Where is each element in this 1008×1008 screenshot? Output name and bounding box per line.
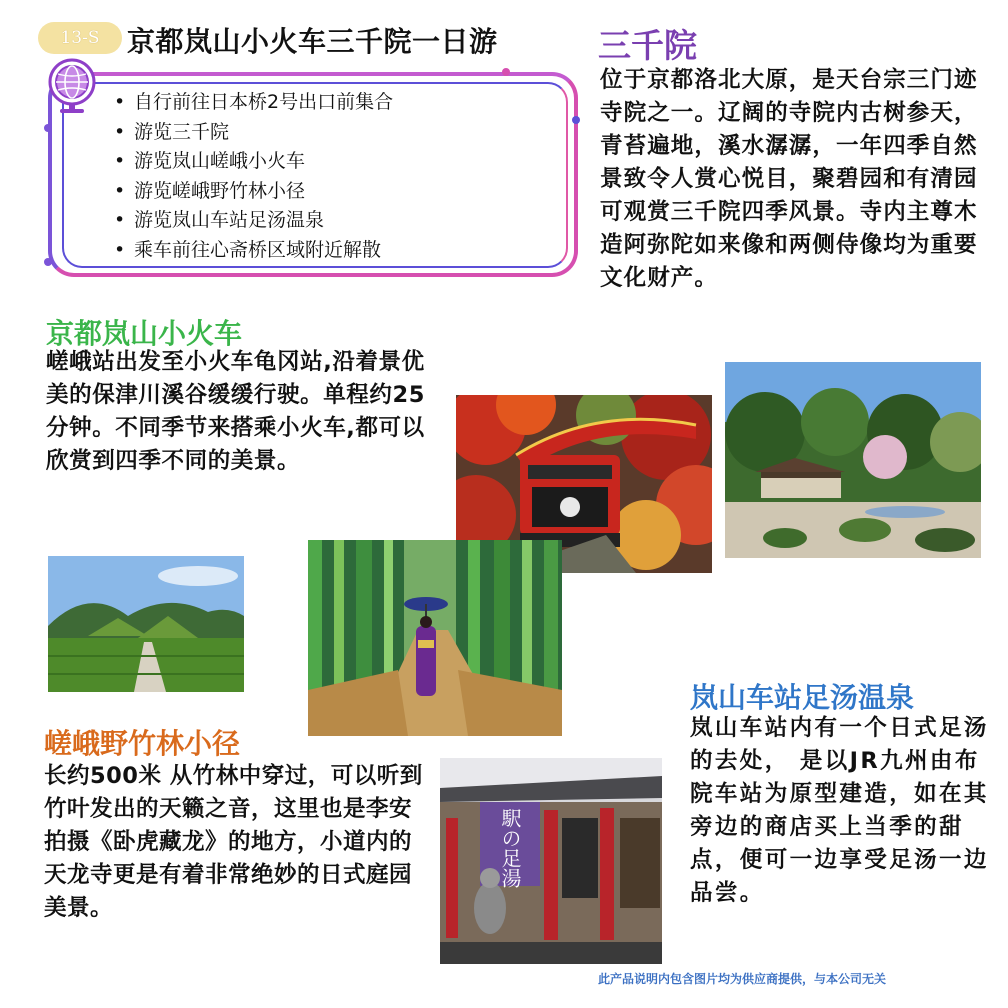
onsen-description: 岚山车站内有一个日式足汤的去处， 是以JR九州由布院车站为原型建造，如在其旁边的商店买上当季的甜点，便可一边享受足汤一边品尝。 bbox=[690, 715, 989, 906]
itinerary-item: • 游览三千院 bbox=[108, 118, 393, 148]
itinerary-item: • 乘车前往心斋桥区域附近解散 bbox=[108, 236, 393, 266]
disclaimer: 此产品说明内包含图片均为供应商提供，与本公司无关 bbox=[598, 972, 887, 986]
itinerary-list bbox=[108, 88, 393, 265]
field-photo bbox=[48, 556, 244, 692]
frame-dot-left-bottom bbox=[44, 258, 52, 266]
onsen-title: 岚山车站足汤温泉 bbox=[690, 681, 915, 714]
sanzen-description: 位于京都洛北大原，是天台宗三门迹寺院之一。辽阔的寺院内古树参天，青苔遍地，溪水潺潺，一年四季自然景致令人赏心悦目，聚碧园和有清园可观赏三千院四季风景。寺内主尊木造阿弥陀如来像和两侧侍像均为重要文化财产。 bbox=[600, 67, 978, 291]
station-sign-text: 駅の足湯 bbox=[498, 808, 522, 888]
product-code-badge: 13-S bbox=[38, 22, 122, 54]
page-title: 京都岚山小火车三千院一日游 bbox=[127, 25, 498, 58]
train-title: 京都岚山小火车 bbox=[46, 317, 243, 350]
bamboo-title: 嵯峨野竹林小径 bbox=[44, 727, 241, 760]
sanzen-garden-photo bbox=[725, 362, 981, 558]
train-description: 嵯峨站出发至小火车龟冈站,沿着景优美的保津川溪谷缓缓行驶。单程约25分钟。不同季节来搭乘小火车,都可以欣赏到四季不同的美景。 bbox=[46, 349, 426, 474]
itinerary-item: • 自行前往日本桥2号出口前集合 bbox=[108, 88, 393, 118]
sanzen-title: 三千院 bbox=[598, 26, 697, 65]
bamboo-photo bbox=[308, 540, 562, 736]
station-photo bbox=[440, 758, 662, 964]
itinerary-item: • 游览嵯峨野竹林小径 bbox=[108, 177, 393, 207]
frame-dot-left-top bbox=[44, 124, 52, 132]
frame-dot-right bbox=[572, 116, 580, 124]
itinerary-item: • 游览岚山车站足汤温泉 bbox=[108, 206, 393, 236]
itinerary-item: • 游览岚山嵯峨小火车 bbox=[108, 147, 393, 177]
frame-dot-top bbox=[502, 68, 510, 76]
globe-icon bbox=[44, 56, 100, 116]
bamboo-description: 长约500米 从竹林中穿过，可以听到竹叶发出的天籁之音，这里也是李安拍摄《卧虎藏龙》的地方，小道内的天龙寺更是有着非常绝妙的日式庭园美景。 bbox=[44, 763, 423, 921]
